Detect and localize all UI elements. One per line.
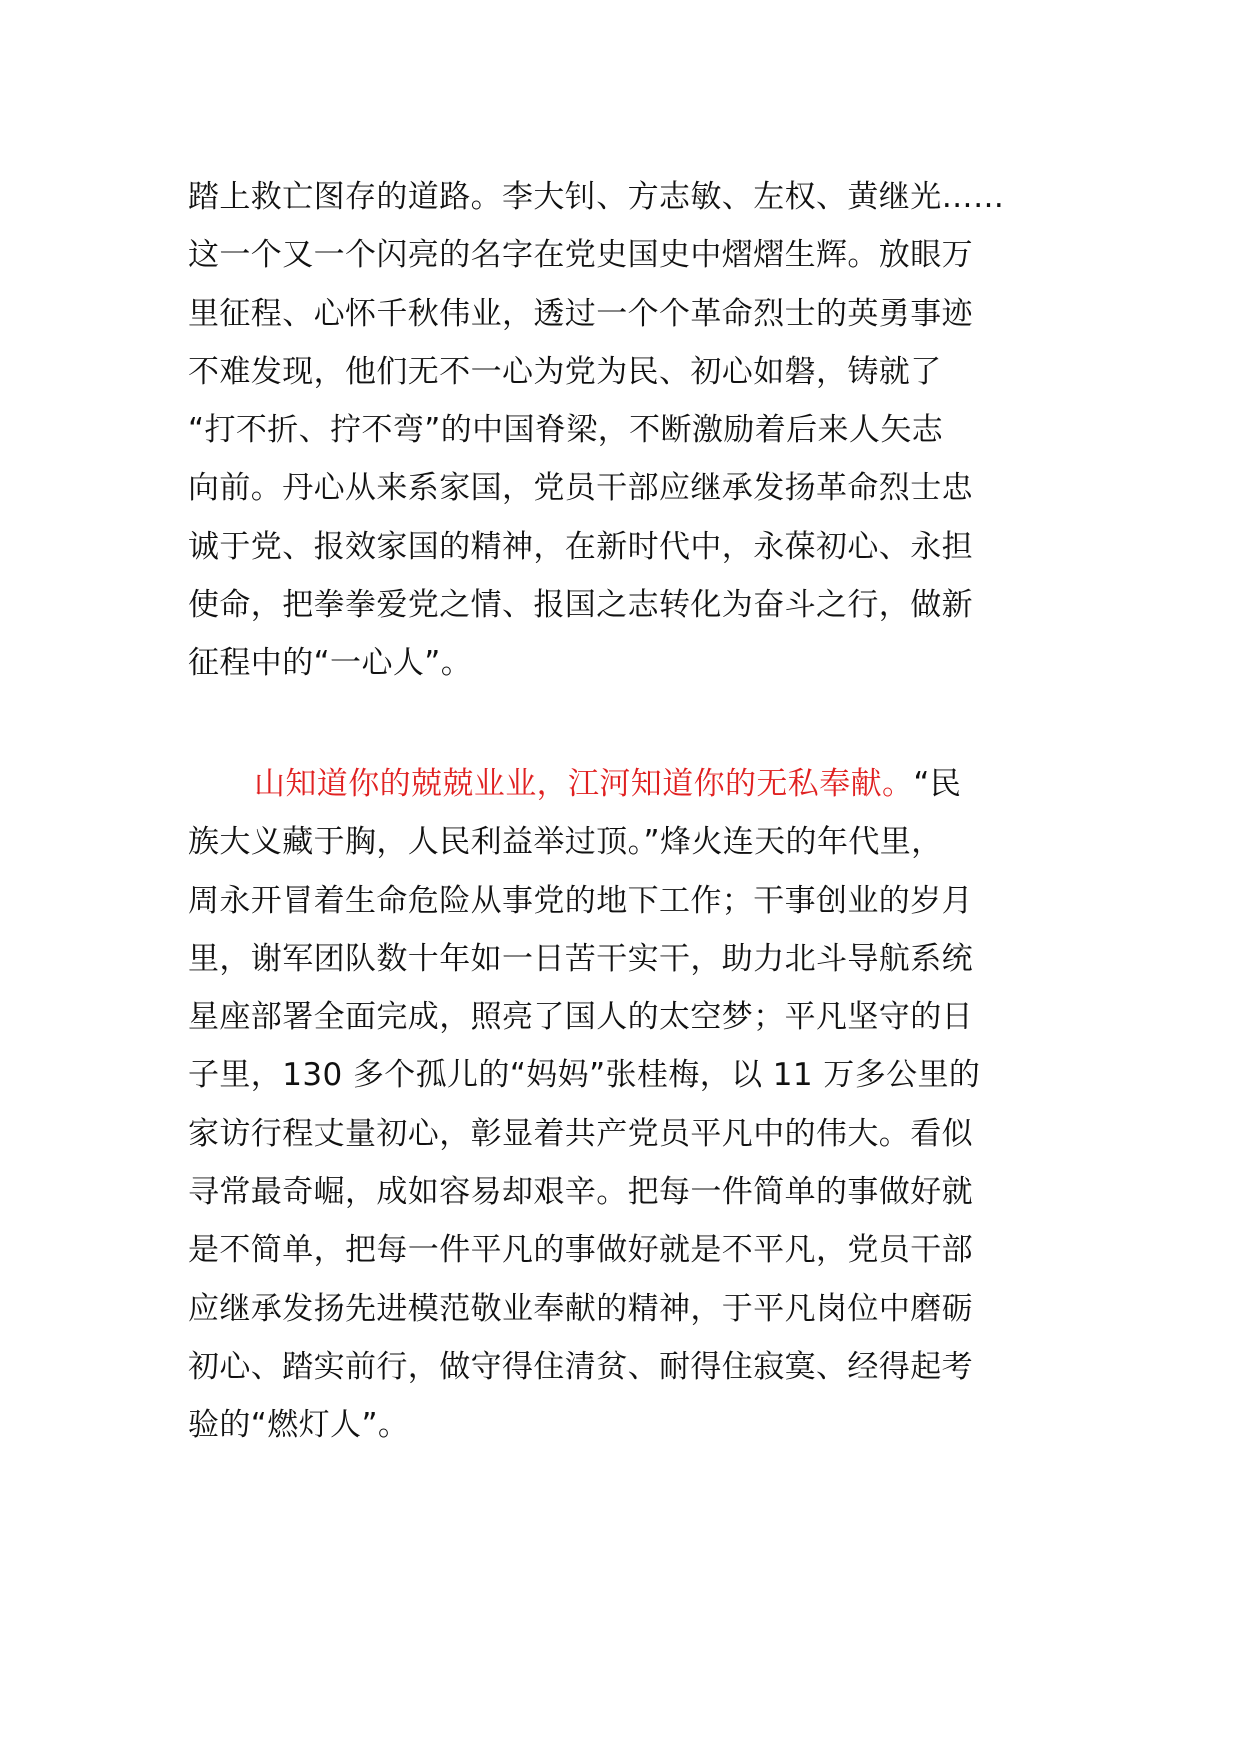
paragraph-line: 征程中的“一心人”。 — [188, 645, 473, 682]
paragraph-line: 子里，130 多个孤儿的“妈妈”张桂梅，以 11 万多公里的 — [188, 1057, 981, 1094]
paragraph-first-line — [188, 755, 1058, 813]
paragraph-line: 应继承发扬先进模范敬业奉献的精神，于平凡岗位中磨砺 — [188, 1290, 973, 1327]
paragraph-line: 使命，把拳拳爱党之情、报国之志转化为奋斗之行，做新 — [188, 587, 973, 624]
highlighted-heading: 山知道你的兢兢业业，江河知道你的无私奉献。 — [254, 766, 914, 802]
paragraph-line: 是不简单，把每一件平凡的事做好就是不平凡，党员干部 — [188, 1232, 973, 1269]
paragraph-line: 周永开冒着生命危险从事党的地下工作；干事创业的岁月 — [188, 882, 973, 919]
paragraph-2 — [188, 755, 1058, 1455]
paragraph-line: 寻常最奇崛，成如容易却艰辛。把每一件简单的事做好就 — [188, 1174, 973, 1211]
paragraph-line: 族大义藏于胸，人民利益举过顶。”烽火连天的年代里， — [188, 824, 943, 861]
paragraph-line: 验的“燃灯人”。 — [188, 1407, 410, 1444]
paragraph-line: 诚于党、报效家国的精神，在新时代中，永葆初心、永担 — [188, 528, 973, 565]
paragraph-line: 里，谢军团队数十年如一日苦干实干，助力北斗导航系统 — [188, 940, 973, 977]
paragraph-line: “打不折、拧不弯”的中国脊梁，不断激励着后来人矢志 — [188, 412, 944, 449]
paragraph-line: 踏上救亡图存的道路。李大钊、方志敏、左权、黄继光…… — [188, 179, 1005, 215]
paragraph-line: 这一个又一个闪亮的名字在党史国史中熠熠生辉。放眼万 — [188, 237, 973, 274]
paragraph-1 — [188, 168, 1058, 693]
paragraph-line: 不难发现，他们无不一心为党为民、初心如磐，铸就了 — [188, 353, 942, 390]
paragraph-line: 里征程、心怀千秋伟业，透过一个个革命烈士的英勇事迹 — [188, 295, 973, 332]
paragraph-line: 初心、踏实前行，做守得住清贫、耐得住寂寞、经得起考 — [188, 1348, 973, 1385]
quote-start: “民 — [913, 766, 962, 802]
paragraph-line: 家访行程丈量初心，彰显着共产党员平凡中的伟大。看似 — [188, 1115, 973, 1152]
paragraph-line: 向前。丹心从来系家国，党员干部应继承发扬革命烈士忠 — [188, 470, 973, 507]
paragraph-line: 星座部署全面完成，照亮了国人的太空梦；平凡坚守的日 — [188, 999, 973, 1036]
